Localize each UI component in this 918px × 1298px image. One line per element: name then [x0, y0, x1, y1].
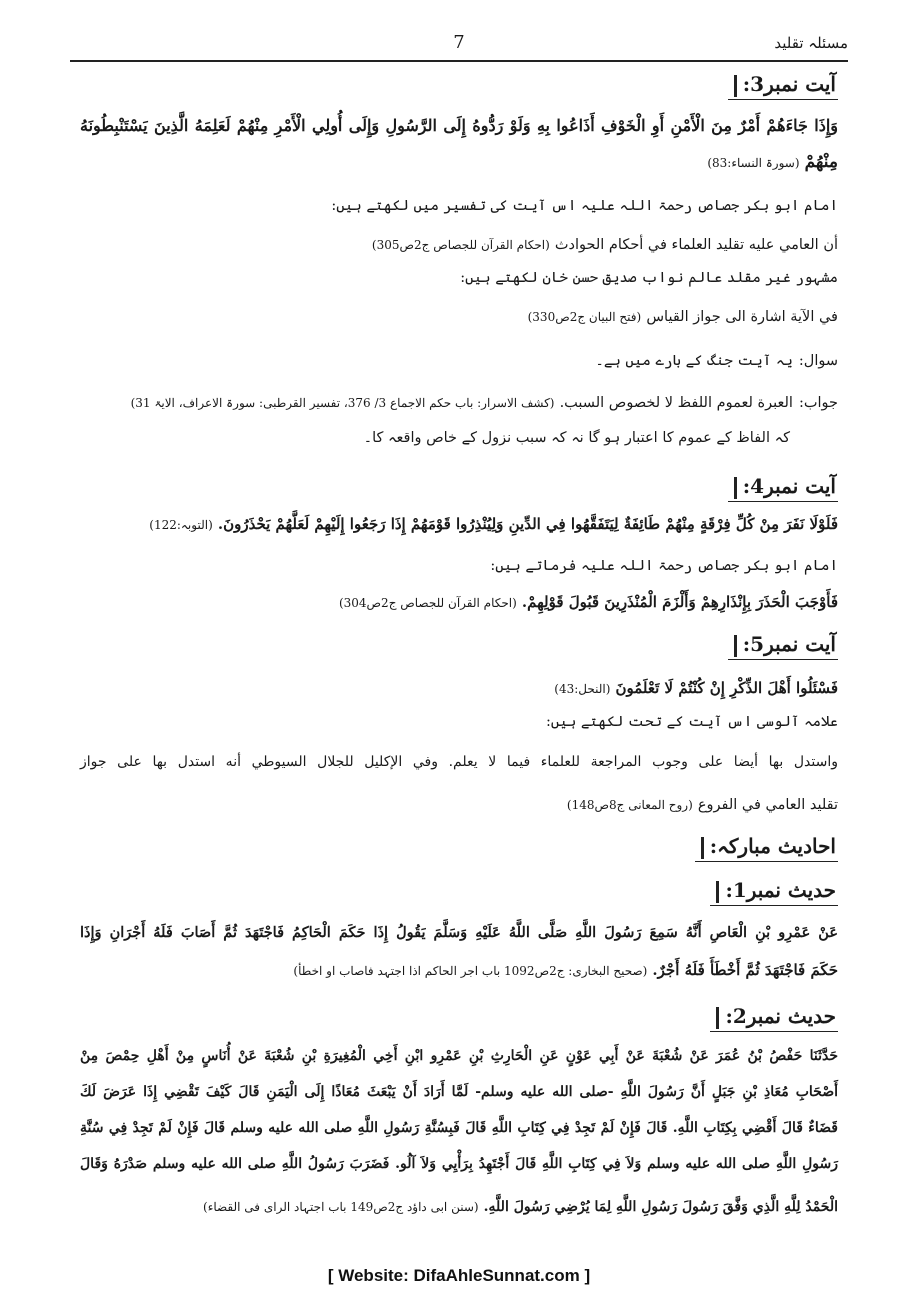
answer-reference: (کشف الاسرار: باب حکم الاجماع 3/ 376، تفسیر القرطبی: سورۃ الاعراف، الایۃ 31)	[130, 396, 555, 410]
hadith-1-line1: عَنْ عَمْرِو بْنِ الْعَاصِ أَنَّهُ سَمِعَ رَسُولَ اللَّهِ صَلَّى اللَّهُ عَلَيْهِ وَسَلَّمَ يَقُولُ إِذَا حَكَمَ الْحَاكِمُ فَاجْتَهَدَ ثُمَّ أَصَابَ فَلَهُ أَجْرَانِ وَإِذَا	[80, 924, 838, 941]
ahadith-heading-text: احادیث مبارکہ:	[709, 834, 836, 858]
heading-bar	[716, 881, 719, 903]
ayat-5-arabic	[554, 678, 838, 697]
hadith-1-line2	[293, 960, 838, 979]
heading-bar	[701, 837, 704, 859]
ayat-5-heading	[728, 632, 838, 660]
ayat-4-arabic-text: فَلَوْلَا نَفَرَ مِنْ كُلِّ فِرْقَةٍ مِنْهُمْ طَائِفَةٌ لِيَتَفَقَّهُوا فِي الدِّينِ وَلِيُنْذِرُوا قَوْمَهُمْ إِذَا رَجَعُوا إِلَيْهِمْ لَعَلَّهُمْ يَحْذَرُونَ.	[217, 515, 838, 533]
ayat-4-quote-reference: (احکام القرآن للجصاص ج2ص304)	[338, 596, 517, 610]
ayat-5-quote-line2	[567, 794, 838, 813]
hadith-2-reference: (سنن ابی داؤد ج2ص149 باب اجتہاد الرای فی القضاء)	[203, 1200, 479, 1214]
ayat-5-quote-line1: واستدل بها أيضا على وجوب المراجعة للعلماء فيما لا يعلم. وفي الإكليل للجلال السيوطي أنه استدل بها على جواز	[80, 754, 838, 770]
ayat-3-urdu-intro2: مشہور غیر مقلد عالم نواب صدیق حسن خان لکھتے ہیں:	[460, 270, 838, 286]
heading-bar	[734, 635, 737, 657]
answer-explanation: کہ الفاظ کے عموم کا اعتبار ہو گا نہ کہ سبب نزول کے خاص واقعہ کا۔	[363, 430, 790, 446]
ayat-4-quote-text: فَأَوْجَبَ الْحَذَرَ بِإِنْذَارِهِمْ وَأَلْزَمَ الْمُنْذَرِينَ قَبُولَ قَوْلِهِمْ.	[521, 593, 838, 611]
ayat-3-quote1-reference: (احکام القرآن للجصاص ج2ص305)	[371, 238, 550, 252]
heading-bar	[734, 477, 737, 499]
book-title: مسئلہ تقلید	[774, 34, 848, 52]
hadith-1-reference: (صحیح البخاری: ج2ص1092 باب اجر الحاکم اذا اجتہد فاصاب او اخطأ)	[293, 964, 648, 978]
question-label: سوال:	[798, 353, 838, 369]
ayat-4-urdu-intro: امام ابو بکر جصاص رحمۃ اللہ علیہ فرماتے ہیں:	[490, 558, 838, 574]
ayat-4-heading-text: آیت نمبر4:	[742, 474, 836, 498]
ayat-5-quote-reference: (روح المعانی ج8ص148)	[566, 798, 693, 812]
ayat-5-reference: (النحل:43)	[554, 682, 611, 696]
answer-text: العبرة لعموم اللفظ لا لخصوص السبب.	[559, 395, 793, 411]
answer-label: جواب:	[798, 395, 838, 411]
header-rule	[70, 60, 848, 62]
hadith-1-heading-text: حدیث نمبر1:	[725, 878, 836, 902]
heading-bar	[716, 1007, 719, 1029]
ayat-3-heading	[728, 72, 838, 100]
ayat-4-heading	[728, 474, 838, 502]
ayat-3-reference: (سورۃ النساء:83)	[707, 156, 800, 170]
hadith-2-line4: رَسُولِ اللَّهِ صلى الله عليه وسلم وَلاَ فِي كِتَابِ اللَّهِ قَالَ أَجْتَهِدُ بِرَأْيِي وَلاَ آلُو. فَضَرَبَ رَسُولُ اللَّهِ صلى الله عليه وسلم صَدْرَهُ وَقَالَ	[80, 1156, 838, 1172]
hadith-1-line2-text: حَكَمَ فَاجْتَهَدَ ثُمَّ أَخْطَأَ فَلَهُ أَجْرٌ.	[652, 961, 838, 979]
ayat-4-reference: (التوبہ:122)	[149, 518, 213, 532]
ayat-3-quote1-text: أن العامي عليه تقليد العلماء في أحكام الحوادث	[554, 237, 838, 253]
ahadith-heading	[695, 834, 838, 862]
ayat-4-quote	[339, 592, 838, 611]
ayat-5-heading-text: آیت نمبر5:	[742, 632, 836, 656]
hadith-2-line5	[203, 1196, 838, 1215]
hadith-2-heading-text: حدیث نمبر2:	[725, 1004, 836, 1028]
ayat-3-arabic-line2	[707, 152, 838, 172]
answer-row	[131, 392, 838, 411]
question-text: یہ آیت جنگ کے بارے میں ہے۔	[595, 353, 793, 369]
ayat-3-arabic-line1: وَإِذَا جَاءَهُمْ أَمْرٌ مِنَ الْأَمْنِ أَوِ الْخَوْفِ أَذَاعُوا بِهِ وَلَوْ رَدُّوهُ إِلَى الرَّسُولِ وَإِلَى أُولِي الْأَمْرِ مِنْهُمْ لَعَلِمَهُ الَّذِينَ يَسْتَنْبِطُونَهُ	[80, 116, 838, 135]
hadith-1-heading	[710, 878, 838, 906]
heading-bar	[734, 75, 737, 97]
hadith-2-heading	[710, 1004, 838, 1032]
ayat-3-urdu-intro: امام ابو بکر جصاص رحمۃ اللہ علیہ اس آیت کی تفسیر میں لکھتے ہیں:	[331, 198, 838, 214]
ayat-3-quote1	[372, 234, 838, 253]
hadith-2-line2: أَصْحَابِ مُعَاذِ بْنِ جَبَلٍ أَنَّ رَسُولَ اللَّهِ -صلى الله عليه وسلم- لَمَّا أَرَادَ أَنْ يَبْعَثَ مُعَاذًا إِلَى الْيَمَنِ قَالَ كَيْفَ تَقْضِي إِذَا عَرَضَ لَكَ	[80, 1084, 838, 1100]
page-number: 7	[453, 32, 465, 53]
ayat-3-arabic-line2-text: مِنْهُمْ	[804, 152, 838, 172]
ayat-5-arabic-text: فَسْئَلُوا أَهْلَ الذِّكْرِ إِنْ كُنْتُمْ لَا تَعْلَمُونَ	[615, 679, 838, 697]
ayat-5-urdu-intro: علامہ آلوسی اس آیت کے تحت لکھتے ہیں:	[545, 714, 838, 730]
ayat-3-quote2	[528, 306, 838, 325]
ayat-3-quote2-text: في الآية اشارة الى جواز القياس	[646, 309, 838, 325]
footer-website: [ Website: DifaAhleSunnat.com ]	[327, 1266, 591, 1285]
hadith-2-line1: حَدَّثَنَا حَفْصُ بْنُ عُمَرَ عَنْ شُعْبَةَ عَنْ أَبِي عَوْنٍ عَنِ الْحَارِثِ بْنِ عَمْرِو ابْنِ أَخِي الْمُغِيرَةِ بْنِ شُعْبَةَ عَنْ أُنَاسٍ مِنْ أَهْلِ حِمْصَ مِنْ	[80, 1048, 838, 1064]
ayat-5-quote-line2-text: تقليد العامي في الفروع	[697, 797, 838, 813]
ayat-4-arabic	[149, 514, 838, 533]
ayat-3-quote2-reference: (فتح البیان ج2ص330)	[527, 310, 642, 324]
question-row	[595, 350, 838, 369]
hadith-2-line5-text: الْحَمْدُ لِلَّهِ الَّذِي وَفَّقَ رَسُولَ رَسُولِ اللَّهِ لِمَا يُرْضِي رَسُولَ اللَّهِ.	[483, 1199, 838, 1215]
page-header	[70, 30, 848, 58]
hadith-2-line3: قَضَاءٌ قَالَ أَقْضِي بِكِتَابِ اللَّهِ. قَالَ فَإِنْ لَمْ تَجِدْ فِي كِتَابِ اللَّهِ قَالَ فَبِسُنَّةِ رَسُولِ اللَّهِ صلى الله عليه وسلم قَالَ فَإِنْ لَمْ تَجِدْ فِي سُنَّةِ	[80, 1120, 838, 1136]
ayat-3-heading-text: آیت نمبر3:	[742, 72, 836, 96]
